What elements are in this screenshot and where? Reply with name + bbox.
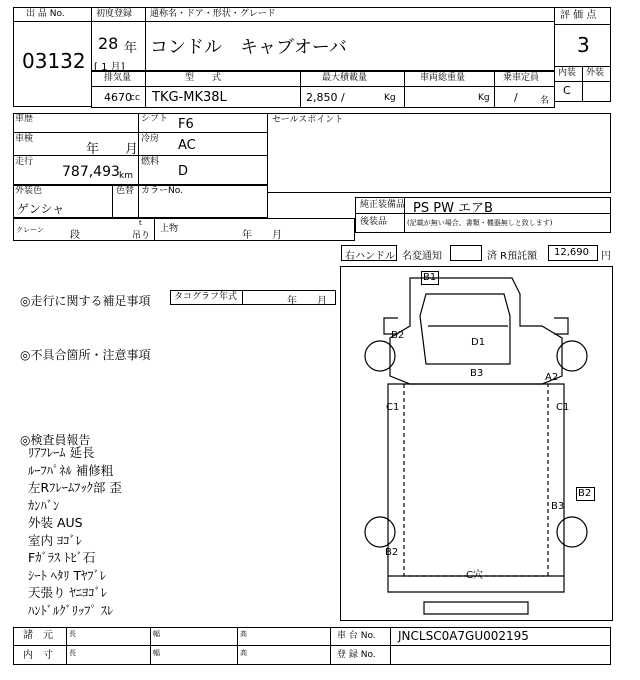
inspector-line: ｶﾝﾊﾞﾝ <box>28 497 60 513</box>
label-d1: D1 <box>471 337 486 348</box>
gross-weight-label: 車両総重量 <box>420 73 466 83</box>
upper-label: 上物 <box>160 224 179 234</box>
max-load-unit: Kg <box>384 93 396 103</box>
inspector-line: ｼｰﾄ ﾍﾀﾘ Tﾔﾌﾞﾚ <box>28 567 107 583</box>
label-c-hole: C穴 <box>466 570 483 581</box>
fuel-label: 燃料 <box>141 157 160 167</box>
interior-dims-label: 内 寸 <box>23 650 53 661</box>
reg-year: 28 <box>98 34 119 53</box>
width-label-2: 幅 <box>153 649 160 657</box>
spec-dims-label: 諸 元 <box>23 630 53 641</box>
label-c1-left: C1 <box>386 402 400 413</box>
shift-value: F6 <box>178 117 194 132</box>
fuel-value: D <box>178 164 189 179</box>
capacity-slash: / <box>514 91 518 104</box>
inspection-label: 車検 <box>15 134 34 144</box>
max-load-value: 2,850 <box>306 91 338 104</box>
capacity-unit: 名 <box>540 96 550 106</box>
inspector-line: Fｶﾞﾗｽ ﾄﾋﾞ石 <box>28 550 96 565</box>
interior-grade: C <box>563 84 571 97</box>
label-b1: B1 <box>423 272 437 283</box>
label-b2-bottom: B2 <box>385 547 399 558</box>
gross-weight-unit: Kg <box>478 93 490 103</box>
inspector-line: 天張り ﾔﾆﾖｺﾞﾚ <box>28 585 107 600</box>
mileage-value: 787,493 <box>62 164 120 180</box>
upper-value: 年 月 <box>242 230 282 241</box>
crane-stage: 段 <box>70 230 80 241</box>
label-c1-right: C1 <box>556 402 570 413</box>
chassis-label: 車 台 No. <box>337 631 376 641</box>
model-code-label: 型 式 <box>185 73 222 83</box>
label-b2-left: B2 <box>391 330 405 341</box>
label-b3-top: B3 <box>470 368 484 379</box>
height-label-2: 高 <box>240 649 247 657</box>
max-load-label: 最大積載量 <box>322 73 368 83</box>
inspector-notes <box>28 444 122 619</box>
mileage-label: 走行 <box>15 157 34 167</box>
max-load-slash: / <box>341 91 345 104</box>
width-label-1: 幅 <box>153 630 160 638</box>
capacity-label: 乗車定員 <box>503 73 540 83</box>
reg-year-unit: 年 <box>124 41 138 56</box>
recycle-unit: 円 <box>601 251 611 262</box>
reg-month: [ 1 月] <box>94 62 125 73</box>
inspector-label: ◎検査員報告 <box>20 433 91 447</box>
crane-hang: 吊り <box>132 231 151 241</box>
model-label: 通称名・ドア・形状・グレード <box>150 9 276 19</box>
inspector-line: 室内 ﾖｺﾞﾚ <box>28 532 82 548</box>
inspection-value: 年 月 <box>86 142 139 157</box>
inspector-line: ﾘｱﾌﾚｰﾑ 延長 <box>28 445 95 460</box>
name-change-label: 名変通知 <box>402 251 442 262</box>
grade-label: 評 価 点 <box>560 10 597 21</box>
shift-label: シフト <box>141 114 169 124</box>
inspector-line: 外装 AUS <box>28 515 83 530</box>
inspector-line: ﾙｰﾌﾊﾟﾈﾙ 補修粗 <box>28 462 114 478</box>
history-label: 車歴 <box>15 114 34 124</box>
reg-no-label: 登 録 No. <box>337 650 376 660</box>
car-name: コンドル キャブオーバ <box>150 37 347 58</box>
std-equip-label: 純正装備品 <box>360 200 406 210</box>
lot-number: 03132 <box>22 49 86 73</box>
cooling-value: AC <box>178 138 196 153</box>
inspector-line: ﾊﾝﾄﾞﾙｸﾞﾘｯﾌﾟ ｽﾚ <box>28 602 114 618</box>
chassis-number: JNCLSC0A7GU002195 <box>398 629 529 643</box>
crane-box <box>13 218 355 241</box>
tacho-value: 年 月 <box>287 296 327 307</box>
mileage-unit: km <box>119 171 133 181</box>
cooling-label: 冷房 <box>141 134 160 144</box>
recycle-amount: 12,690 <box>554 247 589 258</box>
interior-label: 内装 <box>558 68 577 78</box>
aftermarket-note: (記載が無い場合、書類・機器無しと致します) <box>407 219 553 227</box>
first-reg-label: 初度登録 <box>96 9 133 19</box>
color-change-label: 色替 <box>116 186 135 196</box>
crane-label: クレーン <box>16 226 44 234</box>
ext-color-label: 外装色 <box>15 186 43 196</box>
lot-label: 出 品 No. <box>26 9 65 19</box>
inspector-line: 左Rﾌﾚｰﾑﾌｯｸ部 歪 <box>28 480 122 495</box>
exterior-label: 外装 <box>586 68 605 78</box>
height-label-1: 高 <box>240 630 247 638</box>
recycle-label: 済 R預託額 <box>487 251 538 262</box>
running-notes-label: ◎走行に関する補足事項 <box>20 294 151 308</box>
name-change-box <box>450 245 482 261</box>
displacement-label: 排気量 <box>104 73 132 83</box>
label-b2-right: B2 <box>578 488 592 499</box>
crane-ton: t <box>139 219 142 227</box>
displacement-value: 4670 <box>104 91 132 104</box>
label-a2: A2 <box>545 372 559 383</box>
length-label-1: 長 <box>69 630 76 638</box>
length-label-2: 長 <box>69 649 76 657</box>
displacement-unit: cc <box>130 93 140 103</box>
tacho-label: タコグラフ年式 <box>174 292 238 302</box>
ext-color-value: ゲンシャ <box>17 202 65 216</box>
label-b3-right: B3 <box>551 501 565 512</box>
model-code-value: TKG-MK38L <box>152 90 227 105</box>
sales-point-label: セールスポイント <box>272 115 344 125</box>
color-code-label: カラーNo. <box>141 186 183 196</box>
rhd-label: 右ハンドル <box>345 251 395 262</box>
std-equip-value: PS PW エアB <box>413 201 493 216</box>
overall-grade: 3 <box>577 33 590 57</box>
aftermarket-label: 後装品 <box>360 217 388 227</box>
defect-label: ◎不具合箇所・注意事項 <box>20 348 151 362</box>
